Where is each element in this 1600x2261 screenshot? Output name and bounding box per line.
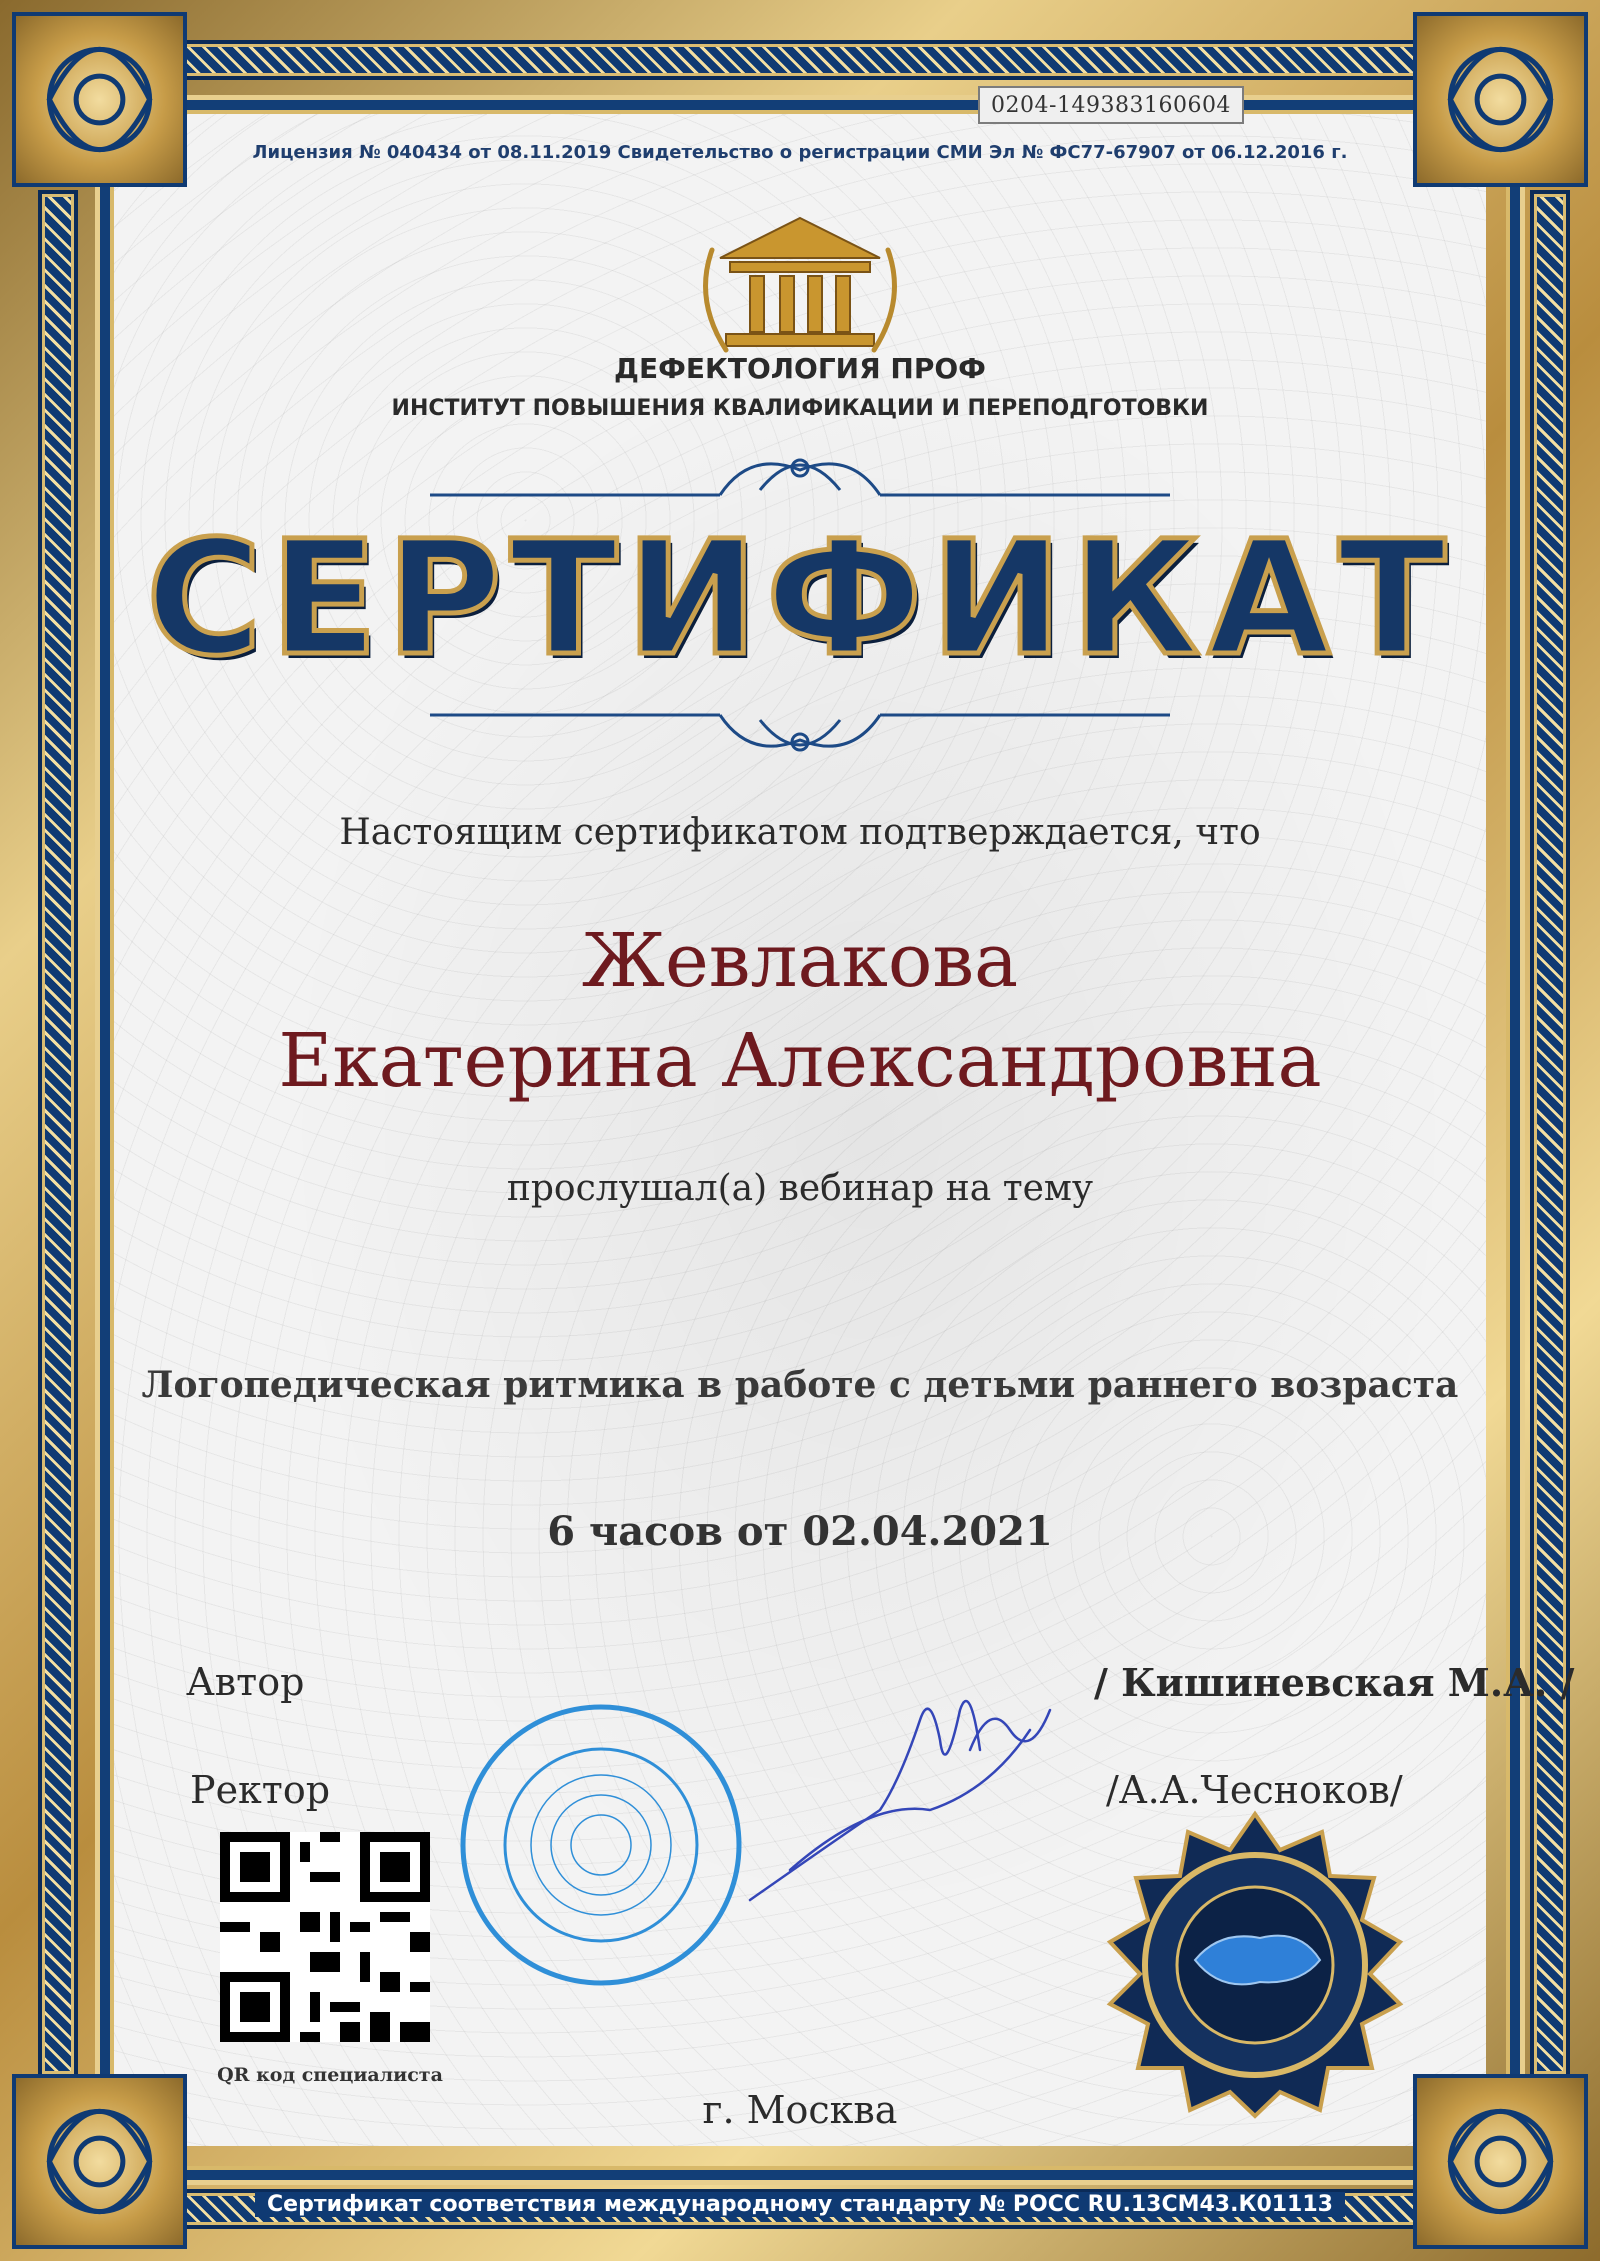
specialist-qr-code[interactable] bbox=[220, 1832, 430, 2042]
author-name: / Кишиневская М.А. / bbox=[1094, 1660, 1575, 1705]
left-border-band bbox=[38, 190, 78, 2078]
footer-standard bbox=[0, 2188, 1600, 2222]
recipient-given-names: Екатерина Александровна bbox=[278, 1018, 1322, 1104]
right-border-band bbox=[1530, 190, 1570, 2078]
org-subtitle: ИНСТИТУТ ПОВЫШЕНИЯ КВАЛИФИКАЦИИ И ПЕРЕПОДГОТОВКИ bbox=[391, 396, 1209, 421]
certification-seal-icon bbox=[1100, 1810, 1410, 2120]
institute-logo-icon bbox=[690, 210, 910, 360]
institute-stamp-icon bbox=[456, 1700, 746, 1990]
qr-code-label: QR код специалиста bbox=[217, 2064, 443, 2086]
listened-text: прослушал(а) вебинар на тему bbox=[506, 1168, 1094, 1209]
hours-and-date: 6 часов от 02.04.2021 bbox=[547, 1508, 1053, 1555]
webinar-topic: Логопедическая ритмика в работе с детьми раннего возраста bbox=[141, 1364, 1459, 1406]
org-name: ДЕФЕКТОЛОГИЯ ПРОФ bbox=[614, 352, 986, 385]
author-label: Автор bbox=[186, 1660, 305, 1704]
rector-name: /А.А.Чесноков/ bbox=[1106, 1768, 1403, 1812]
flourish-ornament-icon bbox=[420, 440, 1180, 510]
signature-icon bbox=[730, 1660, 1090, 1920]
recipient-surname: Жевлакова bbox=[581, 918, 1019, 1004]
footer-standard-text: Сертификат соответствия международному стандарту № РОСС RU.13СМ43.К01113 bbox=[255, 2192, 1345, 2217]
rector-label: Ректор bbox=[190, 1768, 331, 1812]
confirmation-text: Настоящим сертификатом подтверждается, что bbox=[339, 812, 1261, 853]
certificate-title: СЕРТИФИКАТ bbox=[146, 507, 1454, 691]
certificate-number: 0204-149383160604 bbox=[978, 86, 1244, 124]
city: г. Москва bbox=[702, 2088, 898, 2132]
flourish-ornament-icon bbox=[420, 700, 1180, 770]
license-text: Лицензия № 040434 от 08.11.2019 Свидетельство о регистрации СМИ Эл № ФС77-67907 от 06.12.2016 г. bbox=[252, 142, 1348, 163]
top-border-band bbox=[180, 40, 1428, 80]
